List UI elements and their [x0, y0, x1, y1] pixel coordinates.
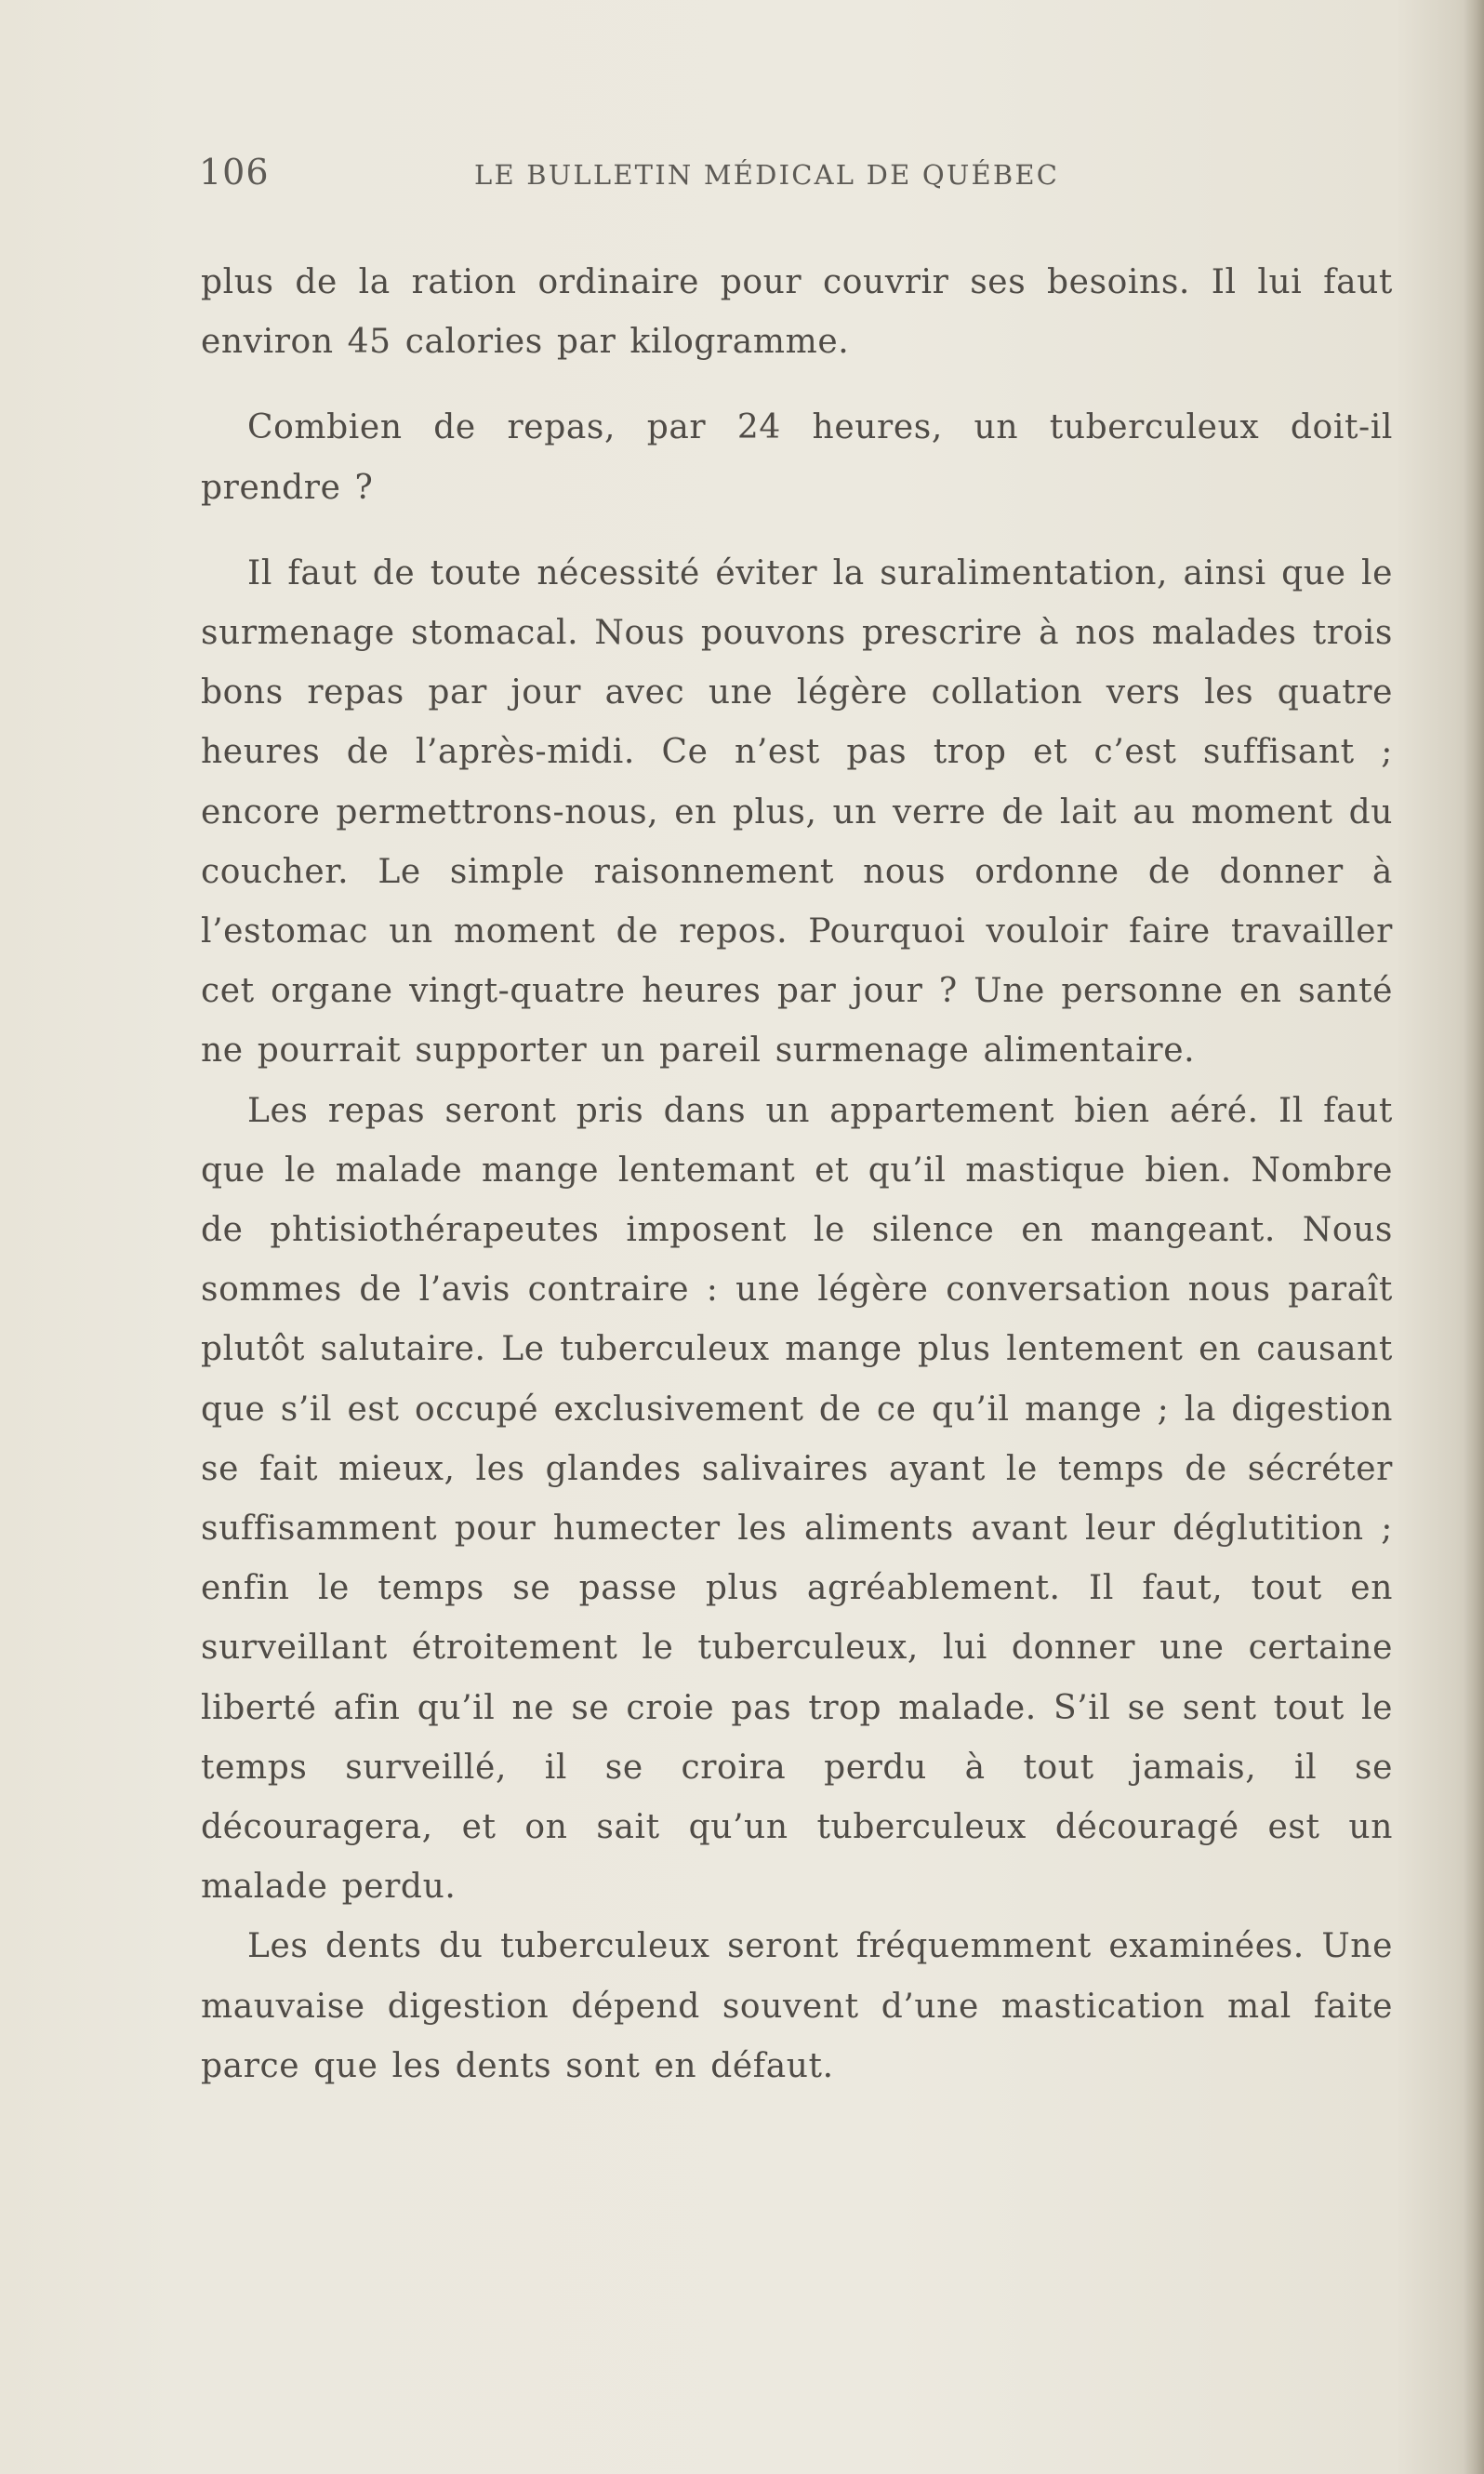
paragraph-continued: plus de la ration ordinaire pour couvrir ses besoins. Il lui faut environ 45 calories par kilogramme. [201, 263, 1393, 362]
paragraph-teeth: Les dents du tuberculeux seront fréquemment examinées. Une mauvaise digestion dépend souvent d’une mastication mal faite parce que les dents sont en défaut. [201, 1927, 1393, 2085]
page-number: 106 [199, 152, 270, 193]
paragraph-question: Combien de repas, par 24 heures, un tuberculeux doit-il prendre ? [201, 408, 1393, 507]
journal-title: LE BULLETIN MÉDICAL DE QUÉBEC [474, 159, 1060, 191]
page-edge-shadow [1464, 0, 1484, 2474]
paragraph-overfeeding: Il faut de toute nécessité éviter la suralimentation, ainsi que le surmenage stomacal. Nous pouvons prescrire à nos malades trois bons repas par jour avec une légère collation vers les quatre heures de l’après-midi. Ce n’est pas trop et c’est suffisant ; encore permettrons-nous, en plus, un verre de lait au moment du coucher. Le simple raisonnement nous ordonne de donner à l’estomac un moment de repos. Pourquoi vouloir faire travailler cet organe vingt-quatre heures par jour ? Une personne en santé ne pourrait supporter un pareil surmenage alimentaire. [201, 553, 1393, 1071]
body-text [201, 253, 1393, 2096]
paragraph-meals: Les repas seront pris dans un appartement bien aéré. Il faut que le malade mange lentemant et qu’il mastique bien. Nombre de phtisiothérapeutes imposent le silence en mangeant. Nous sommes de l’avis contraire : une légère conversation nous paraît plutôt salutaire. Le tuberculeux mange plus lentement en causant que s’il est occupé exclusivement de ce qu’il mange ; la digestion se fait mieux, les glandes salivaires ayant le temps de sécréter suffisamment pour humecter les aliments avant leur déglutition ; enfin le temps se passe plus agréablement. Il faut, tout en surveillant étroitement le tuberculeux, lui donner une certaine liberté afin qu’il ne se croie pas trop malade. S’il se sent tout le temps surveillé, il se croira perdu à tout jamais, il se découragera, et on sait qu’un tuberculeux découragé est un malade perdu. [201, 1091, 1393, 1907]
running-head [199, 152, 1391, 198]
